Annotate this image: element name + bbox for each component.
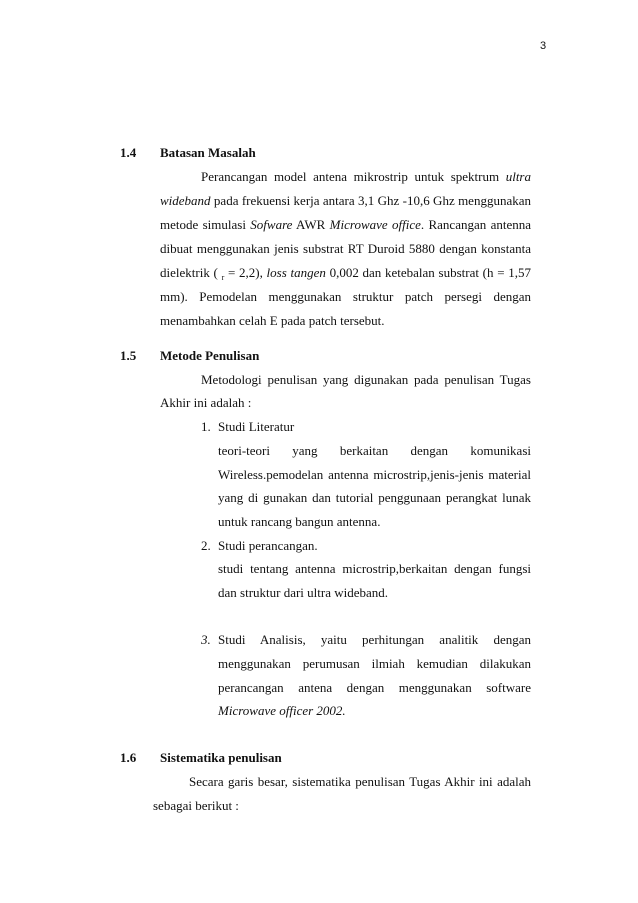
s14-line-1 xyxy=(201,169,531,185)
section-1-5-title: Metode Penulisan xyxy=(160,348,260,363)
s14-line-5 xyxy=(160,265,531,282)
s14-text: 0,002 dan ketebalan substrat (h = 1,57 xyxy=(325,265,531,280)
s14-italic: Microwave office xyxy=(329,217,421,232)
s14-italic: wideband xyxy=(160,193,211,208)
s14-text: Perancangan model antena mikrostrip untuk spektrum xyxy=(201,169,506,184)
list-item-2-title: Studi perancangan. xyxy=(218,538,318,553)
s15-line-1: Metodologi penulisan yang digunakan pada penulisan Tugas xyxy=(201,372,531,387)
list-item-2-number: 2. xyxy=(201,538,211,553)
list-item-1-line-1: teori-teori yang berkaitan dengan komunikasi xyxy=(218,443,531,458)
list-item-1-number: 1. xyxy=(201,419,211,434)
s14-line-3 xyxy=(160,217,531,233)
s14-line-6: mm). Pemodelan menggunakan struktur patch persegi dengan xyxy=(160,289,531,304)
section-1-6-title: Sistematika penulisan xyxy=(160,750,282,765)
s16-line-1: Secara garis besar, sistematika penulisan Tugas Akhir ini adalah xyxy=(189,774,531,789)
s14-text: dielektrik ( xyxy=(160,265,218,280)
s14-italic: ultra xyxy=(505,169,531,184)
epsilon-subscript: r xyxy=(221,273,225,282)
list-item-3-line-3: perancangan antena dengan menggunakan software xyxy=(218,680,531,695)
s14-text: AWR xyxy=(292,217,330,232)
section-1-5-number: 1.5 xyxy=(120,348,137,363)
s14-text: pada frekuensi kerja antara 3,1 Ghz -10,6 Ghz menggunakan xyxy=(210,193,531,208)
s14-line-2 xyxy=(160,193,531,209)
section-1-4-title: Batasan Masalah xyxy=(160,145,256,160)
s14-line-4: dibuat menggunakan jenis substrat RT Duroid 5880 dengan konstanta xyxy=(160,241,531,256)
s14-italic: loss tangen xyxy=(266,265,326,280)
list-item-3-line-1: Studi Analisis, yaitu perhitungan analitik dengan xyxy=(218,632,531,647)
s15-line-2: Akhir ini adalah : xyxy=(160,395,252,410)
list-item-3-number: 3. xyxy=(201,632,211,647)
s16-line-2: sebagai berikut : xyxy=(153,798,239,813)
s14-text: = 2,2), xyxy=(224,265,267,280)
page-number: 3 xyxy=(540,40,547,52)
list-item-1-line-3: yang di gunakan dan tutorial penggunaan perangkat lunak xyxy=(218,490,531,505)
s14-line-7: menambahkan celah E pada patch tersebut. xyxy=(160,313,385,328)
s14-text: metode simulasi xyxy=(160,217,251,232)
list-item-1-title: Studi Literatur xyxy=(218,419,295,434)
section-1-4-number: 1.4 xyxy=(120,145,137,160)
list-item-1-line-2: Wireless.pemodelan antenna microstrip,jenis-jenis material xyxy=(218,467,531,482)
list-item-3-line-4: Microwave officer 2002. xyxy=(218,703,346,718)
list-item-2-line-1: studi tentang antenna microstrip,berkaitan dengan fungsi xyxy=(218,561,531,576)
s14-italic: Sofware xyxy=(250,217,293,232)
section-1-6-number: 1.6 xyxy=(120,750,137,765)
list-item-2-line-2: dan struktur dari ultra wideband. xyxy=(218,585,389,600)
list-item-1-line-4: untuk rancang bangun antenna. xyxy=(218,514,381,529)
list-item-3-line-2: menggunakan perumusan ilmiah kemudian dilakukan xyxy=(218,656,531,671)
s14-text: . Rancangan antenna xyxy=(420,217,531,232)
